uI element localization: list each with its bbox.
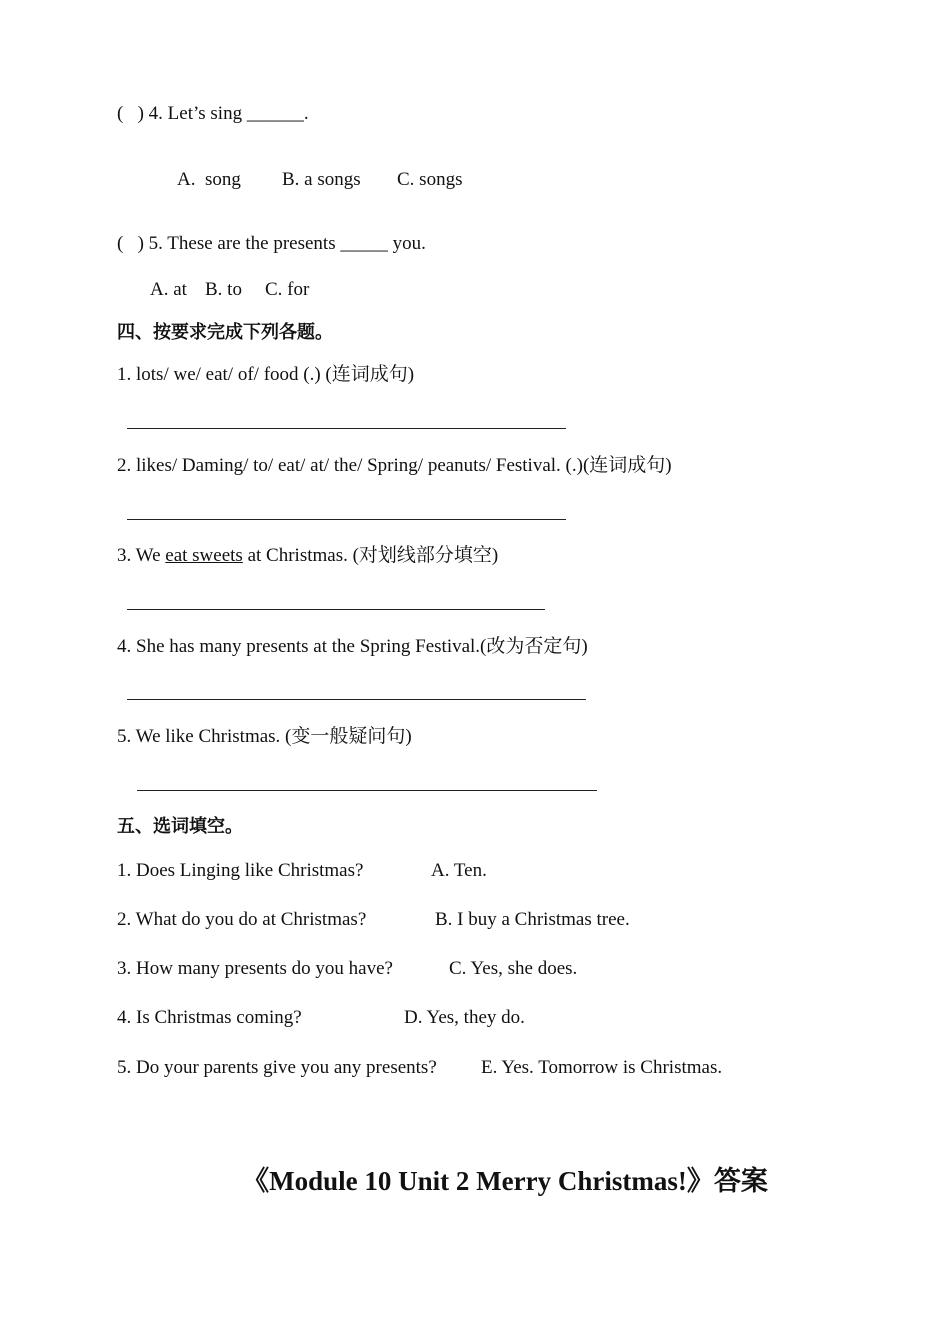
- answer-line-2: [127, 519, 566, 520]
- question-4: ( ) 4. Let’s sing ______.: [117, 103, 309, 124]
- question-5: ( ) 5. These are the presents _____ you.: [117, 233, 426, 254]
- q4-option-a: A. song: [177, 169, 241, 190]
- q4-option-b: B. a songs: [282, 169, 361, 190]
- q5-option-c: C. for: [265, 279, 310, 300]
- answer-line-3: [127, 609, 545, 610]
- underlined-phrase: eat sweets: [165, 545, 243, 566]
- s4-item-4: 4. She has many presents at the Spring Festival.(改为否定句): [117, 636, 588, 657]
- s5-answer-b: B. I buy a Christmas tree.: [435, 909, 630, 930]
- q5-option-b: B. to: [205, 279, 242, 300]
- answer-line-1: [127, 428, 566, 429]
- s5-answer-a: A. Ten.: [431, 860, 487, 881]
- s4-item-3-post: at Christmas. (对划线部分填空): [242, 545, 499, 566]
- s4-item-1: 1. lots/ we/ eat/ of/ food (.) (连词成句): [117, 364, 415, 385]
- q5-option-a: A. at: [150, 279, 187, 300]
- s4-item-2: 2. likes/ Daming/ to/ eat/ at/ the/ Spring/ peanuts/ Festival. (.)(连词成句): [117, 455, 672, 476]
- s4-item-5: 5. We like Christmas. (变一般疑问句): [117, 726, 412, 747]
- s4-item-3-pre: 3. We: [117, 545, 166, 566]
- s5-question-4: 4. Is Christmas coming?: [117, 1007, 302, 1028]
- s5-question-3: 3. How many presents do you have?: [117, 958, 393, 979]
- q4-option-c: C. songs: [397, 169, 463, 190]
- s5-question-1: 1. Does Linging like Christmas?: [117, 860, 364, 881]
- answer-line-5: [137, 790, 597, 791]
- answer-line-4: [127, 699, 586, 700]
- answer-key-title: 《Module 10 Unit 2 Merry Christmas!》答案: [242, 1166, 768, 1196]
- s5-answer-e: E. Yes. Tomorrow is Christmas.: [481, 1057, 723, 1078]
- section-4-heading: 四、按要求完成下列各题。: [117, 322, 333, 343]
- s5-answer-d: D. Yes, they do.: [404, 1007, 525, 1028]
- s5-question-5: 5. Do your parents give you any presents?: [117, 1057, 437, 1078]
- s4-item-3: [117, 546, 498, 565]
- s5-question-2: 2. What do you do at Christmas?: [117, 909, 367, 930]
- section-5-heading: 五、选词填空。: [117, 816, 243, 837]
- s5-answer-c: C. Yes, she does.: [449, 958, 578, 979]
